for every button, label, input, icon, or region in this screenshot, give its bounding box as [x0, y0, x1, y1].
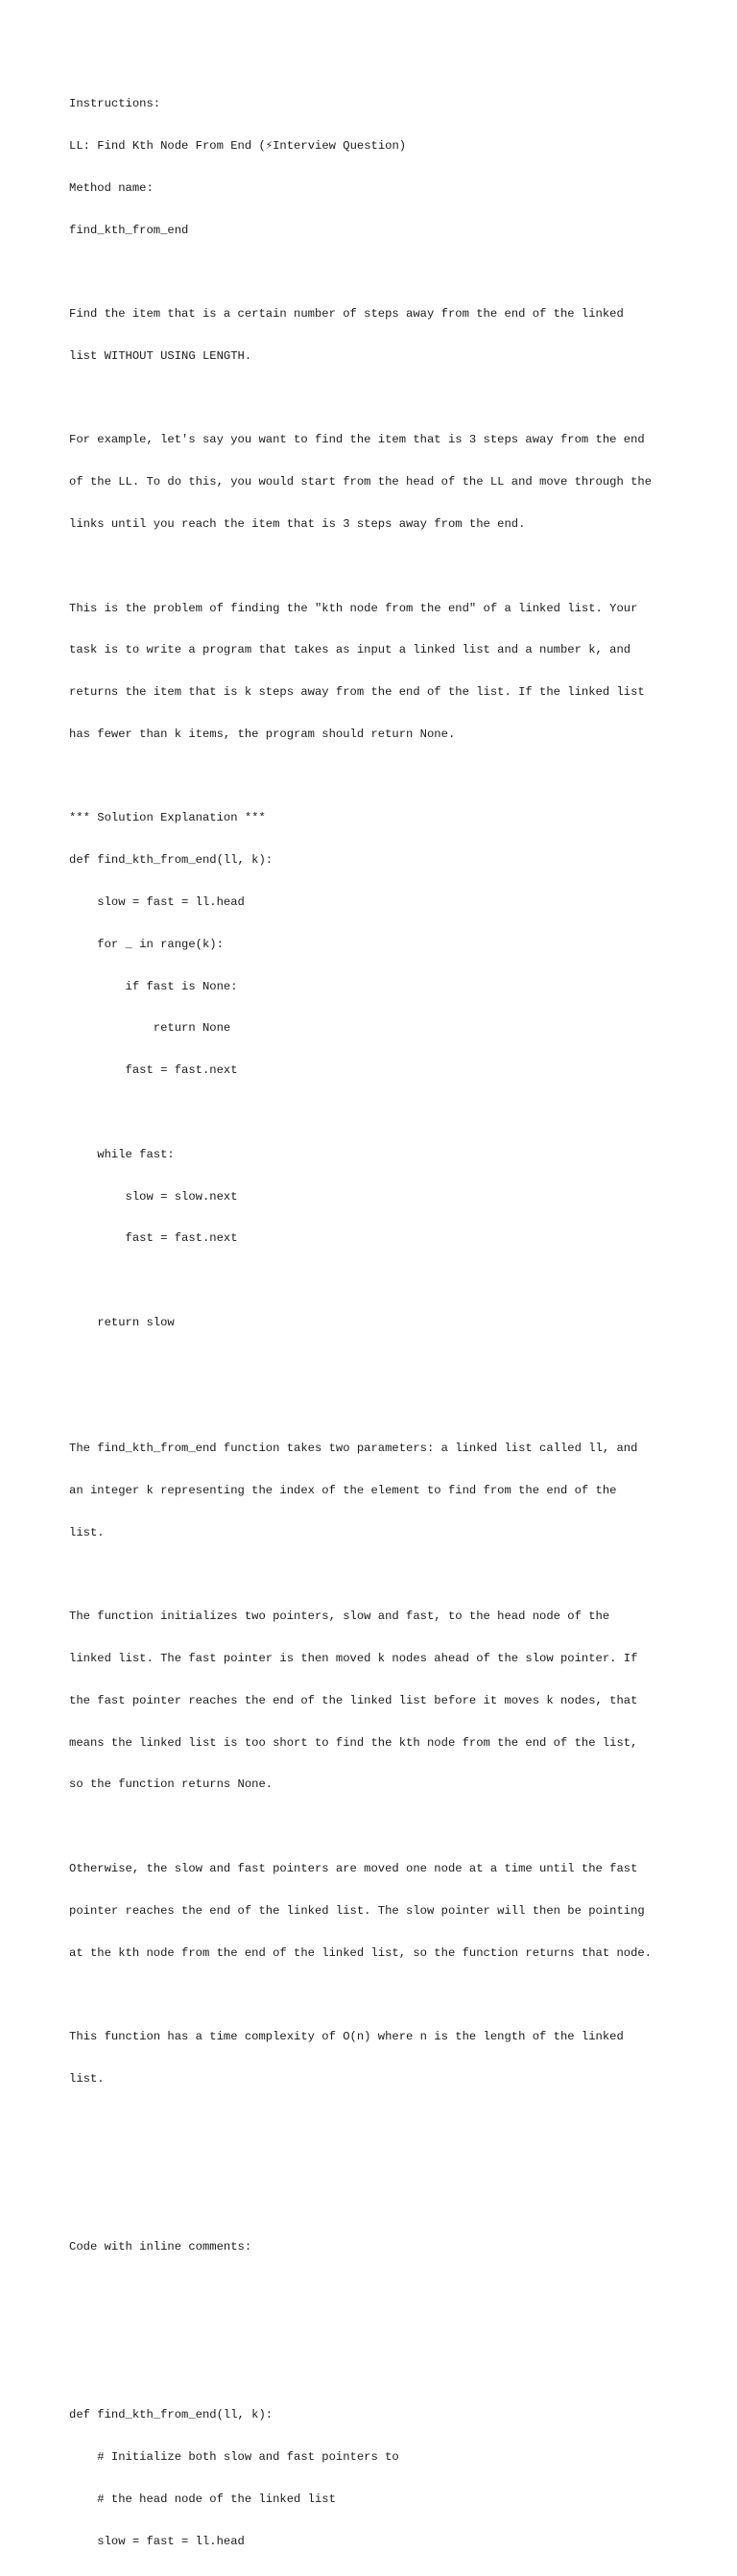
text-line: the fast pointer reaches the end of the linked list before it moves k nodes, that [69, 1693, 638, 1707]
blank-line [69, 2366, 683, 2380]
text-line: list WITHOUT USING LENGTH. [69, 348, 252, 363]
document-text [69, 69, 683, 2576]
blank-line [69, 2282, 683, 2297]
text-line: find_kth_from_end [69, 223, 189, 237]
text-line: list. [69, 1525, 105, 1539]
text-line: Otherwise, the slow and fast pointers are moved one node at a time until the fast [69, 1862, 638, 1875]
text-line: Find the item that is a certain number of steps away from the end of the linked [69, 307, 624, 322]
blank-line [69, 560, 683, 574]
text-line: list. [69, 2071, 105, 2086]
text-line: This function has a time complexity of O(n) where n is the length of the linked [69, 2030, 624, 2044]
code-line: def find_kth_from_end(ll, k): [69, 853, 273, 868]
text-line: at the kth node from the end of the linked list, so the function returns that node. [69, 1945, 653, 1960]
blank-line [69, 1988, 683, 2002]
blank-line [69, 392, 683, 406]
text-line: of the LL. To do this, you would start from the head of the LL and move through the [69, 475, 653, 489]
text-line: task is to write a program that takes as input a linked list and a number k, and [69, 643, 631, 657]
text-line: Method name: [69, 180, 154, 195]
text-line: returns the item that is k steps away from the end of the list. If the linked list [69, 685, 645, 700]
code-line: for _ in range(k): [69, 937, 224, 951]
blank-line [69, 2325, 683, 2339]
code-comment-line: # the head node of the linked list [69, 2492, 336, 2506]
text-line: pointer reaches the end of the linked list. The slow pointer will then be pointing [69, 1903, 645, 1918]
section-heading: Code with inline comments: [69, 2240, 252, 2254]
blank-line [69, 2198, 683, 2212]
section-heading: *** Solution Explanation *** [69, 811, 266, 825]
blank-line [69, 1820, 683, 1834]
code-line: if fast is None: [69, 979, 238, 993]
blank-line [69, 2114, 683, 2129]
text-line: The function initializes two pointers, slow and fast, to the head node of the [69, 1610, 610, 1624]
text-line: links until you reach the item that is 3 steps away from the end. [69, 517, 526, 531]
blank-line [69, 1274, 683, 1288]
text-line: The find_kth_from_end function takes two parameters: a linked list called ll, and [69, 1442, 638, 1456]
code-line: def find_kth_from_end(ll, k): [69, 2408, 273, 2422]
blank-line [69, 770, 683, 784]
blank-line [69, 1568, 683, 1583]
blank-line [69, 2156, 683, 2170]
text-line: an integer k representing the index of the element to find from the end of the [69, 1483, 617, 1497]
code-line: while fast: [69, 1147, 175, 1161]
code-line: fast = fast.next [69, 1231, 238, 1246]
blank-line [69, 1358, 683, 1372]
blank-line [69, 1399, 683, 1414]
code-line: slow = slow.next [69, 1189, 238, 1204]
code-comment-line: # Initialize both slow and fast pointers to [69, 2449, 399, 2464]
blank-line [69, 1106, 683, 1120]
text-line: LL: Find Kth Node From End (⚡Interview Question) [69, 138, 407, 153]
text-line: Instructions: [69, 97, 161, 111]
code-line: return slow [69, 1315, 175, 1329]
text-line: linked list. The fast pointer is then moved k nodes ahead of the slow pointer. If [69, 1652, 638, 1666]
text-line: so the function returns None. [69, 1777, 273, 1792]
text-line: For example, let's say you want to find the item that is 3 steps away from the end [69, 433, 645, 447]
document-page [69, 69, 683, 2576]
code-line: return None [69, 1021, 231, 1036]
code-line: fast = fast.next [69, 1063, 238, 1078]
code-line: slow = fast = ll.head [69, 895, 245, 910]
text-line: This is the problem of finding the "kth node from the end" of a linked list. Your [69, 601, 638, 615]
text-line: means the linked list is too short to find the kth node from the end of the list, [69, 1735, 638, 1750]
code-line: slow = fast = ll.head [69, 2534, 245, 2548]
text-line: has fewer than k items, the program should return None. [69, 727, 456, 741]
blank-line [69, 265, 683, 279]
